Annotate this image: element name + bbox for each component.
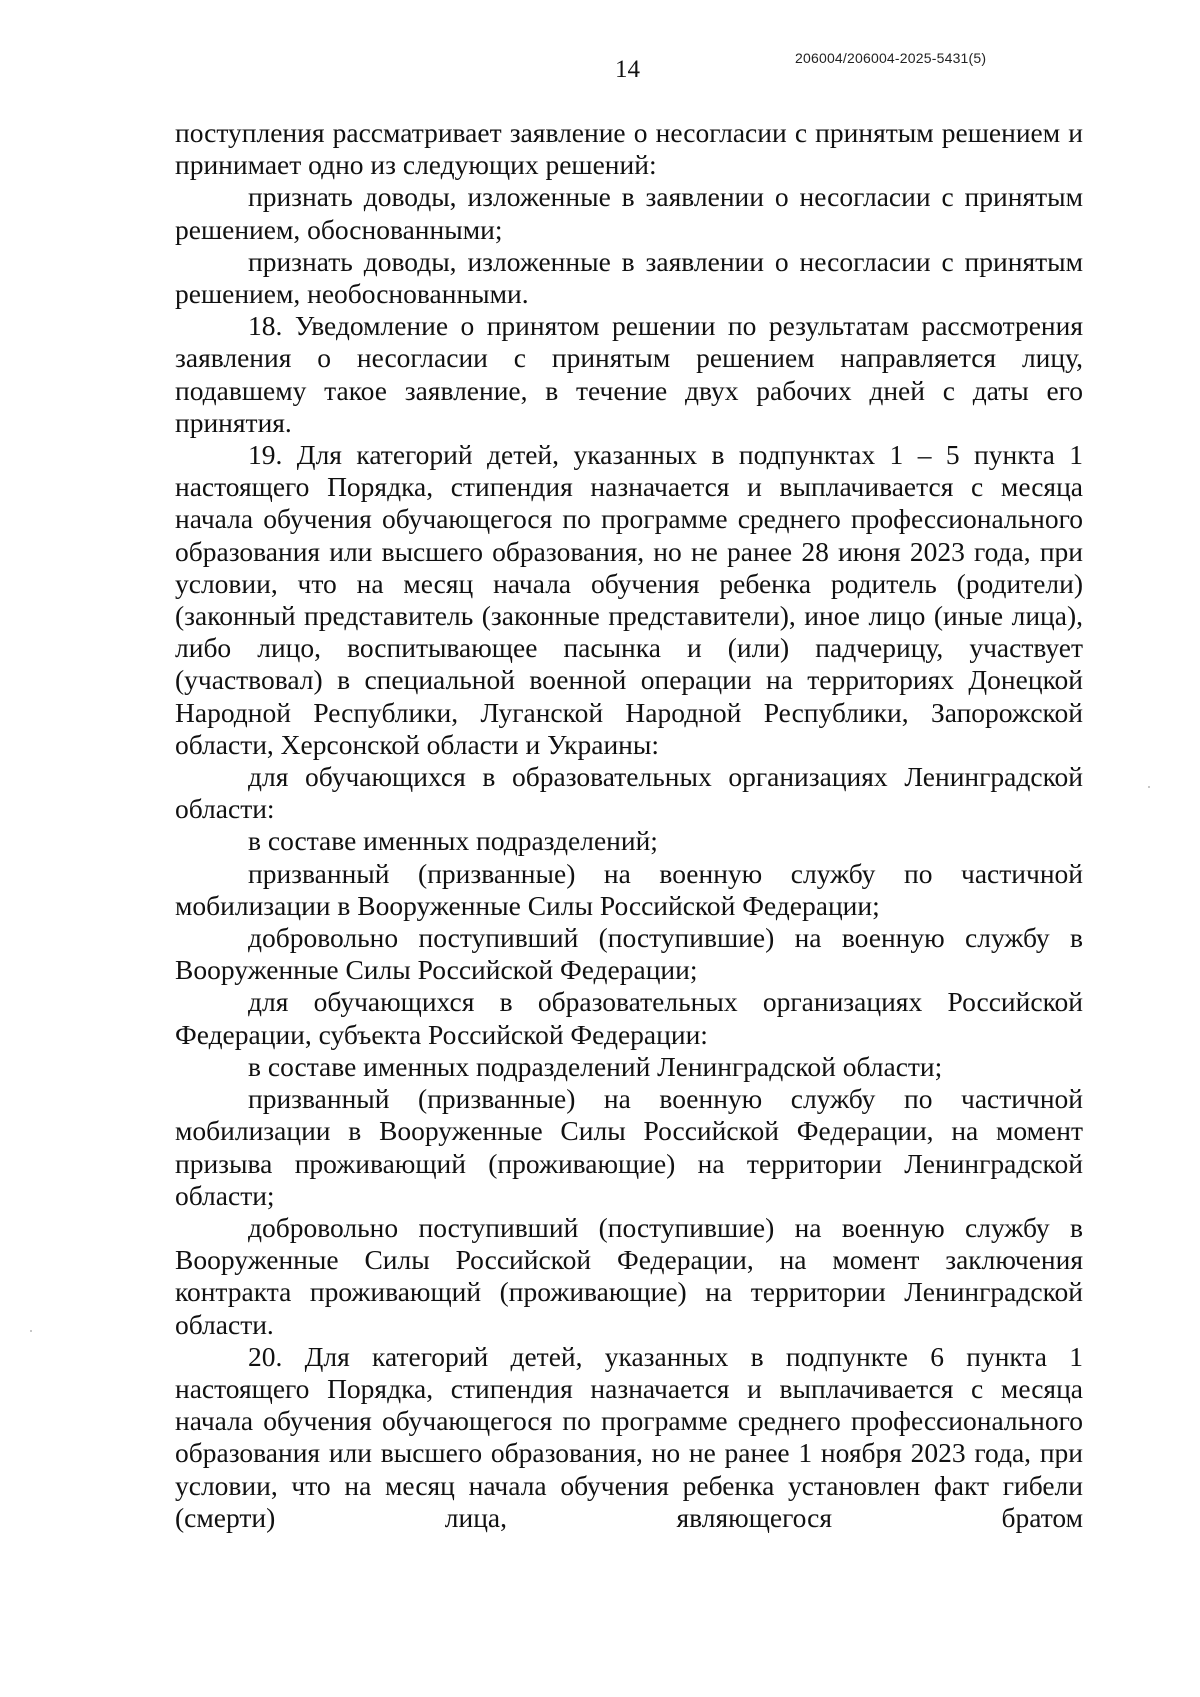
scan-speck: [1148, 786, 1150, 788]
paragraph: поступления рассматривает заявление о несогласии с принятым решением и принимает одно из следующих решений:: [175, 117, 1083, 181]
page-number: 14: [615, 56, 640, 83]
paragraph: призванный (призванные) на военную службу по частичной мобилизации в Вооруженные Силы Российской Федерации;: [175, 857, 1083, 921]
paragraph: признать доводы, изложенные в заявлении о несогласии с принятым решением, обоснованными;: [175, 181, 1083, 245]
scan-speck: [30, 1330, 32, 1332]
paragraph: 18. Уведомление о принятом решении по результатам рассмотрения заявления о несогласии с принятым решением направляется лицу, подавшему такое заявление, в течение двух рабочих дней с даты его принятия.: [175, 310, 1083, 438]
paragraph: 20. Для категорий детей, указанных в подпункте 6 пункта 1 настоящего Порядка, стипендия назначается и выплачивается с месяца начала обучения обучающегося по программе среднего профессионального образования или высшего образования, но не ранее 1 ноября 2023 года, при условии, что на месяц начала обучения ребенка установлен факт гибели (смерти) лица, являющегося братом: [175, 1340, 1083, 1533]
paragraph: добровольно поступивший (поступившие) на военную службу в Вооруженные Силы Российской Федерации;: [175, 922, 1083, 986]
document-body: [175, 117, 1083, 1534]
paragraph: в составе именных подразделений;: [248, 825, 658, 857]
document-id: 206004/206004-2025-5431(5): [795, 50, 987, 66]
paragraph: в составе именных подразделений Ленинградской области;: [248, 1050, 943, 1082]
paragraph: для обучающихся в образовательных организациях Ленинградской области:: [175, 761, 1083, 825]
paragraph: признать доводы, изложенные в заявлении о несогласии с принятым решением, необоснованными.: [175, 245, 1083, 310]
paragraph: 19. Для категорий детей, указанных в подпунктах 1 – 5 пункта 1 настоящего Порядка, стипендия назначается и выплачивается с месяца начала обучения обучающегося по программе среднего профессионального образования или высшего образования, но не ранее 28 июня 2023 года, при условии, что на месяц начала обучения ребенка родитель (родители) (законный представитель (законные представители), иное лицо (иные лица), либо лицо, воспитывающее пасынка и (или) падчерицу, участвует (участвовал) в специальной военной операции на территориях Донецкой Народной Республики, Луганской Народной Республики, Запорожской области, Херсонской области и Украины:: [175, 439, 1083, 760]
paragraph: для обучающихся в образовательных организациях Российской Федерации, субъекта Российской Федерации:: [175, 986, 1083, 1050]
paragraph: добровольно поступивший (поступившие) на военную службу в Вооруженные Силы Российской Федерации, на момент заключения контракта проживающий (проживающие) на территории Ленинградской области.: [175, 1211, 1083, 1340]
paragraph: призванный (призванные) на военную службу по частичной мобилизации в Вооруженные Силы Российской Федерации, на момент призыва проживающий (проживающие) на территории Ленинградской области;: [175, 1083, 1083, 1211]
